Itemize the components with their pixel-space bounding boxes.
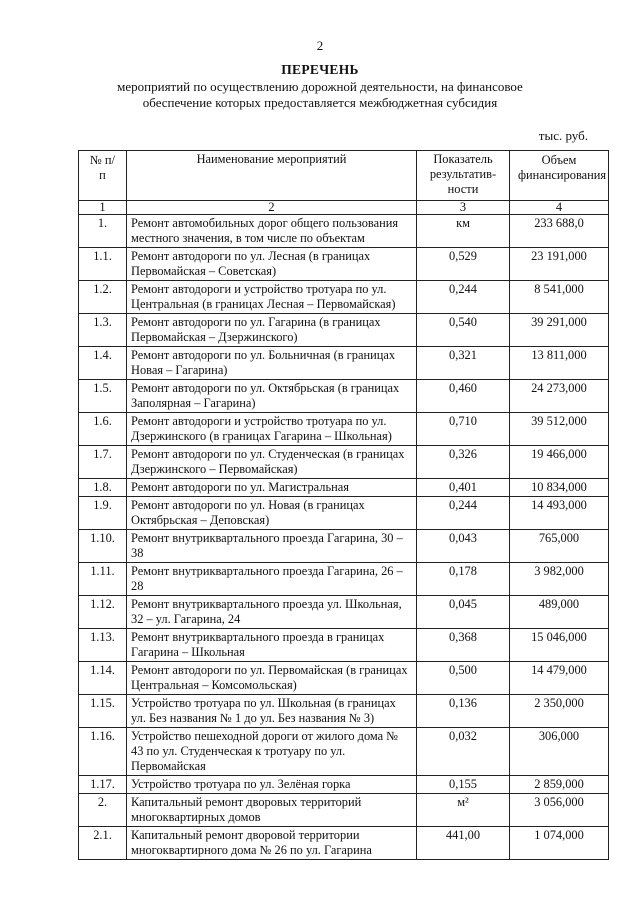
header-indicator: Показатель результатив-ности (417, 151, 510, 201)
table-row (79, 776, 609, 794)
row-funding: 8 541,000 (510, 281, 609, 314)
row-name: Ремонт автомобильных дорог общего пользования местного значения, в том числе по объектам (127, 215, 417, 248)
row-funding: 1 074,000 (510, 827, 609, 860)
row-funding: 23 191,000 (510, 248, 609, 281)
index-cell: 2 (127, 201, 417, 215)
row-number: 2. (79, 794, 127, 827)
row-number: 1.8. (79, 479, 127, 497)
row-number: 1.16. (79, 728, 127, 776)
row-funding: 3 056,000 (510, 794, 609, 827)
row-number: 1.17. (79, 776, 127, 794)
row-indicator: 0,710 (417, 413, 510, 446)
row-number: 1.1. (79, 248, 127, 281)
row-funding: 24 273,000 (510, 380, 609, 413)
row-indicator: 0,540 (417, 314, 510, 347)
row-name: Устройство тротуара по ул. Зелёная горка (127, 776, 417, 794)
table-row (79, 728, 609, 776)
row-name: Ремонт автодороги по ул. Студенческая (в границах Дзержинского – Первомайская) (127, 446, 417, 479)
header-funding: Объем финансирования (510, 151, 609, 201)
row-funding: 306,000 (510, 728, 609, 776)
row-indicator: 0,460 (417, 380, 510, 413)
row-indicator: м² (417, 794, 510, 827)
row-number: 1.14. (79, 662, 127, 695)
units-label: тыс. руб. (538, 128, 588, 143)
index-cell: 4 (510, 201, 609, 215)
row-indicator: 441,00 (417, 827, 510, 860)
row-number: 1.2. (79, 281, 127, 314)
row-indicator: 0,043 (417, 530, 510, 563)
row-indicator: 0,045 (417, 596, 510, 629)
page-number: 2 (316, 38, 324, 53)
row-indicator: 0,368 (417, 629, 510, 662)
table-row (79, 248, 609, 281)
row-funding: 3 982,000 (510, 563, 609, 596)
document-subtitle (0, 79, 640, 111)
row-number: 1.5. (79, 380, 127, 413)
row-indicator: 0,136 (417, 695, 510, 728)
table-row (79, 215, 609, 248)
row-indicator: 0,326 (417, 446, 510, 479)
table-row (79, 347, 609, 380)
table-row (79, 596, 609, 629)
row-number: 1.3. (79, 314, 127, 347)
row-name: Ремонт внутриквартального проезда Гагарина, 30 – 38 (127, 530, 417, 563)
row-funding: 19 466,000 (510, 446, 609, 479)
activities-table (78, 150, 609, 860)
row-number: 1.7. (79, 446, 127, 479)
table-row (79, 530, 609, 563)
row-funding: 13 811,000 (510, 347, 609, 380)
table-row (79, 695, 609, 728)
index-cell: 1 (79, 201, 127, 215)
row-number: 1.13. (79, 629, 127, 662)
row-funding: 39 512,000 (510, 413, 609, 446)
row-name: Ремонт внутриквартального проезда Гагарина, 26 – 28 (127, 563, 417, 596)
table-row (79, 446, 609, 479)
index-cell: 3 (417, 201, 510, 215)
row-number: 2.1. (79, 827, 127, 860)
row-number: 1.15. (79, 695, 127, 728)
table-body (79, 215, 609, 860)
table-row (79, 380, 609, 413)
row-indicator: 0,321 (417, 347, 510, 380)
row-indicator: 0,401 (417, 479, 510, 497)
row-funding: 489,000 (510, 596, 609, 629)
row-number: 1. (79, 215, 127, 248)
row-name: Ремонт автодороги и устройство тротуара по ул. Центральная (в границах Лесная – Первомайская) (127, 281, 417, 314)
row-funding: 2 859,000 (510, 776, 609, 794)
row-funding: 39 291,000 (510, 314, 609, 347)
row-number: 1.9. (79, 497, 127, 530)
row-name: Ремонт автодороги по ул. Октябрьская (в границах Заполярная – Гагарина) (127, 380, 417, 413)
table-row (79, 629, 609, 662)
row-indicator: 0,032 (417, 728, 510, 776)
row-name: Капитальный ремонт дворовой территории многоквартирного дома № 26 по ул. Гагарина (127, 827, 417, 860)
column-index-row (79, 201, 609, 215)
header-name: Наименование мероприятий (127, 151, 417, 201)
row-indicator: 0,244 (417, 281, 510, 314)
table-row (79, 281, 609, 314)
table-row (79, 794, 609, 827)
row-indicator: 0,500 (417, 662, 510, 695)
row-name: Устройство тротуара по ул. Школьная (в границах ул. Без названия № 1 до ул. Без названия № 3) (127, 695, 417, 728)
table-row (79, 497, 609, 530)
row-funding: 10 834,000 (510, 479, 609, 497)
row-number: 1.10. (79, 530, 127, 563)
row-name: Ремонт автодороги по ул. Новая (в границах Октябрьская – Деповская) (127, 497, 417, 530)
row-name: Ремонт автодороги по ул. Больничная (в границах Новая – Гагарина) (127, 347, 417, 380)
row-name: Ремонт внутриквартального проезда ул. Школьная, 32 – ул. Гагарина, 24 (127, 596, 417, 629)
subtitle-line-1: мероприятий по осуществлению дорожной деятельности, на финансовое (117, 79, 523, 94)
row-funding: 14 479,000 (510, 662, 609, 695)
header-num: № п/п (79, 151, 127, 201)
table-row (79, 827, 609, 860)
table-row (79, 479, 609, 497)
row-name: Ремонт автодороги по ул. Лесная (в границах Первомайская – Советская) (127, 248, 417, 281)
row-number: 1.6. (79, 413, 127, 446)
subtitle-line-2: обеспечение которых предоставляется межбюджетная субсидия (142, 95, 498, 110)
row-indicator: 0,178 (417, 563, 510, 596)
row-number: 1.11. (79, 563, 127, 596)
row-indicator: км (417, 215, 510, 248)
table-row (79, 314, 609, 347)
row-name: Ремонт автодороги и устройство тротуара по ул. Дзержинского (в границах Гагарина – Школьная) (127, 413, 417, 446)
row-indicator: 0,529 (417, 248, 510, 281)
document-title: ПЕРЕЧЕНЬ (281, 62, 359, 77)
row-funding: 2 350,000 (510, 695, 609, 728)
row-funding: 233 688,0 (510, 215, 609, 248)
row-funding: 14 493,000 (510, 497, 609, 530)
row-name: Ремонт автодороги по ул. Первомайская (в границах Центральная – Комсомольская) (127, 662, 417, 695)
table-row (79, 563, 609, 596)
row-indicator: 0,244 (417, 497, 510, 530)
row-number: 1.4. (79, 347, 127, 380)
row-name: Устройство пешеходной дороги от жилого дома № 43 по ул. Студенческая к тротуару по ул. Первомайская (127, 728, 417, 776)
row-funding: 15 046,000 (510, 629, 609, 662)
row-number: 1.12. (79, 596, 127, 629)
table-row (79, 413, 609, 446)
row-name: Ремонт автодороги по ул. Магистральная (127, 479, 417, 497)
row-name: Ремонт внутриквартального проезда в границах Гагарина – Школьная (127, 629, 417, 662)
table-header-row (79, 151, 609, 201)
row-name: Ремонт автодороги по ул. Гагарина (в границах Первомайская – Дзержинского) (127, 314, 417, 347)
table-row (79, 662, 609, 695)
row-funding: 765,000 (510, 530, 609, 563)
row-indicator: 0,155 (417, 776, 510, 794)
row-name: Капитальный ремонт дворовых территорий многоквартирных домов (127, 794, 417, 827)
